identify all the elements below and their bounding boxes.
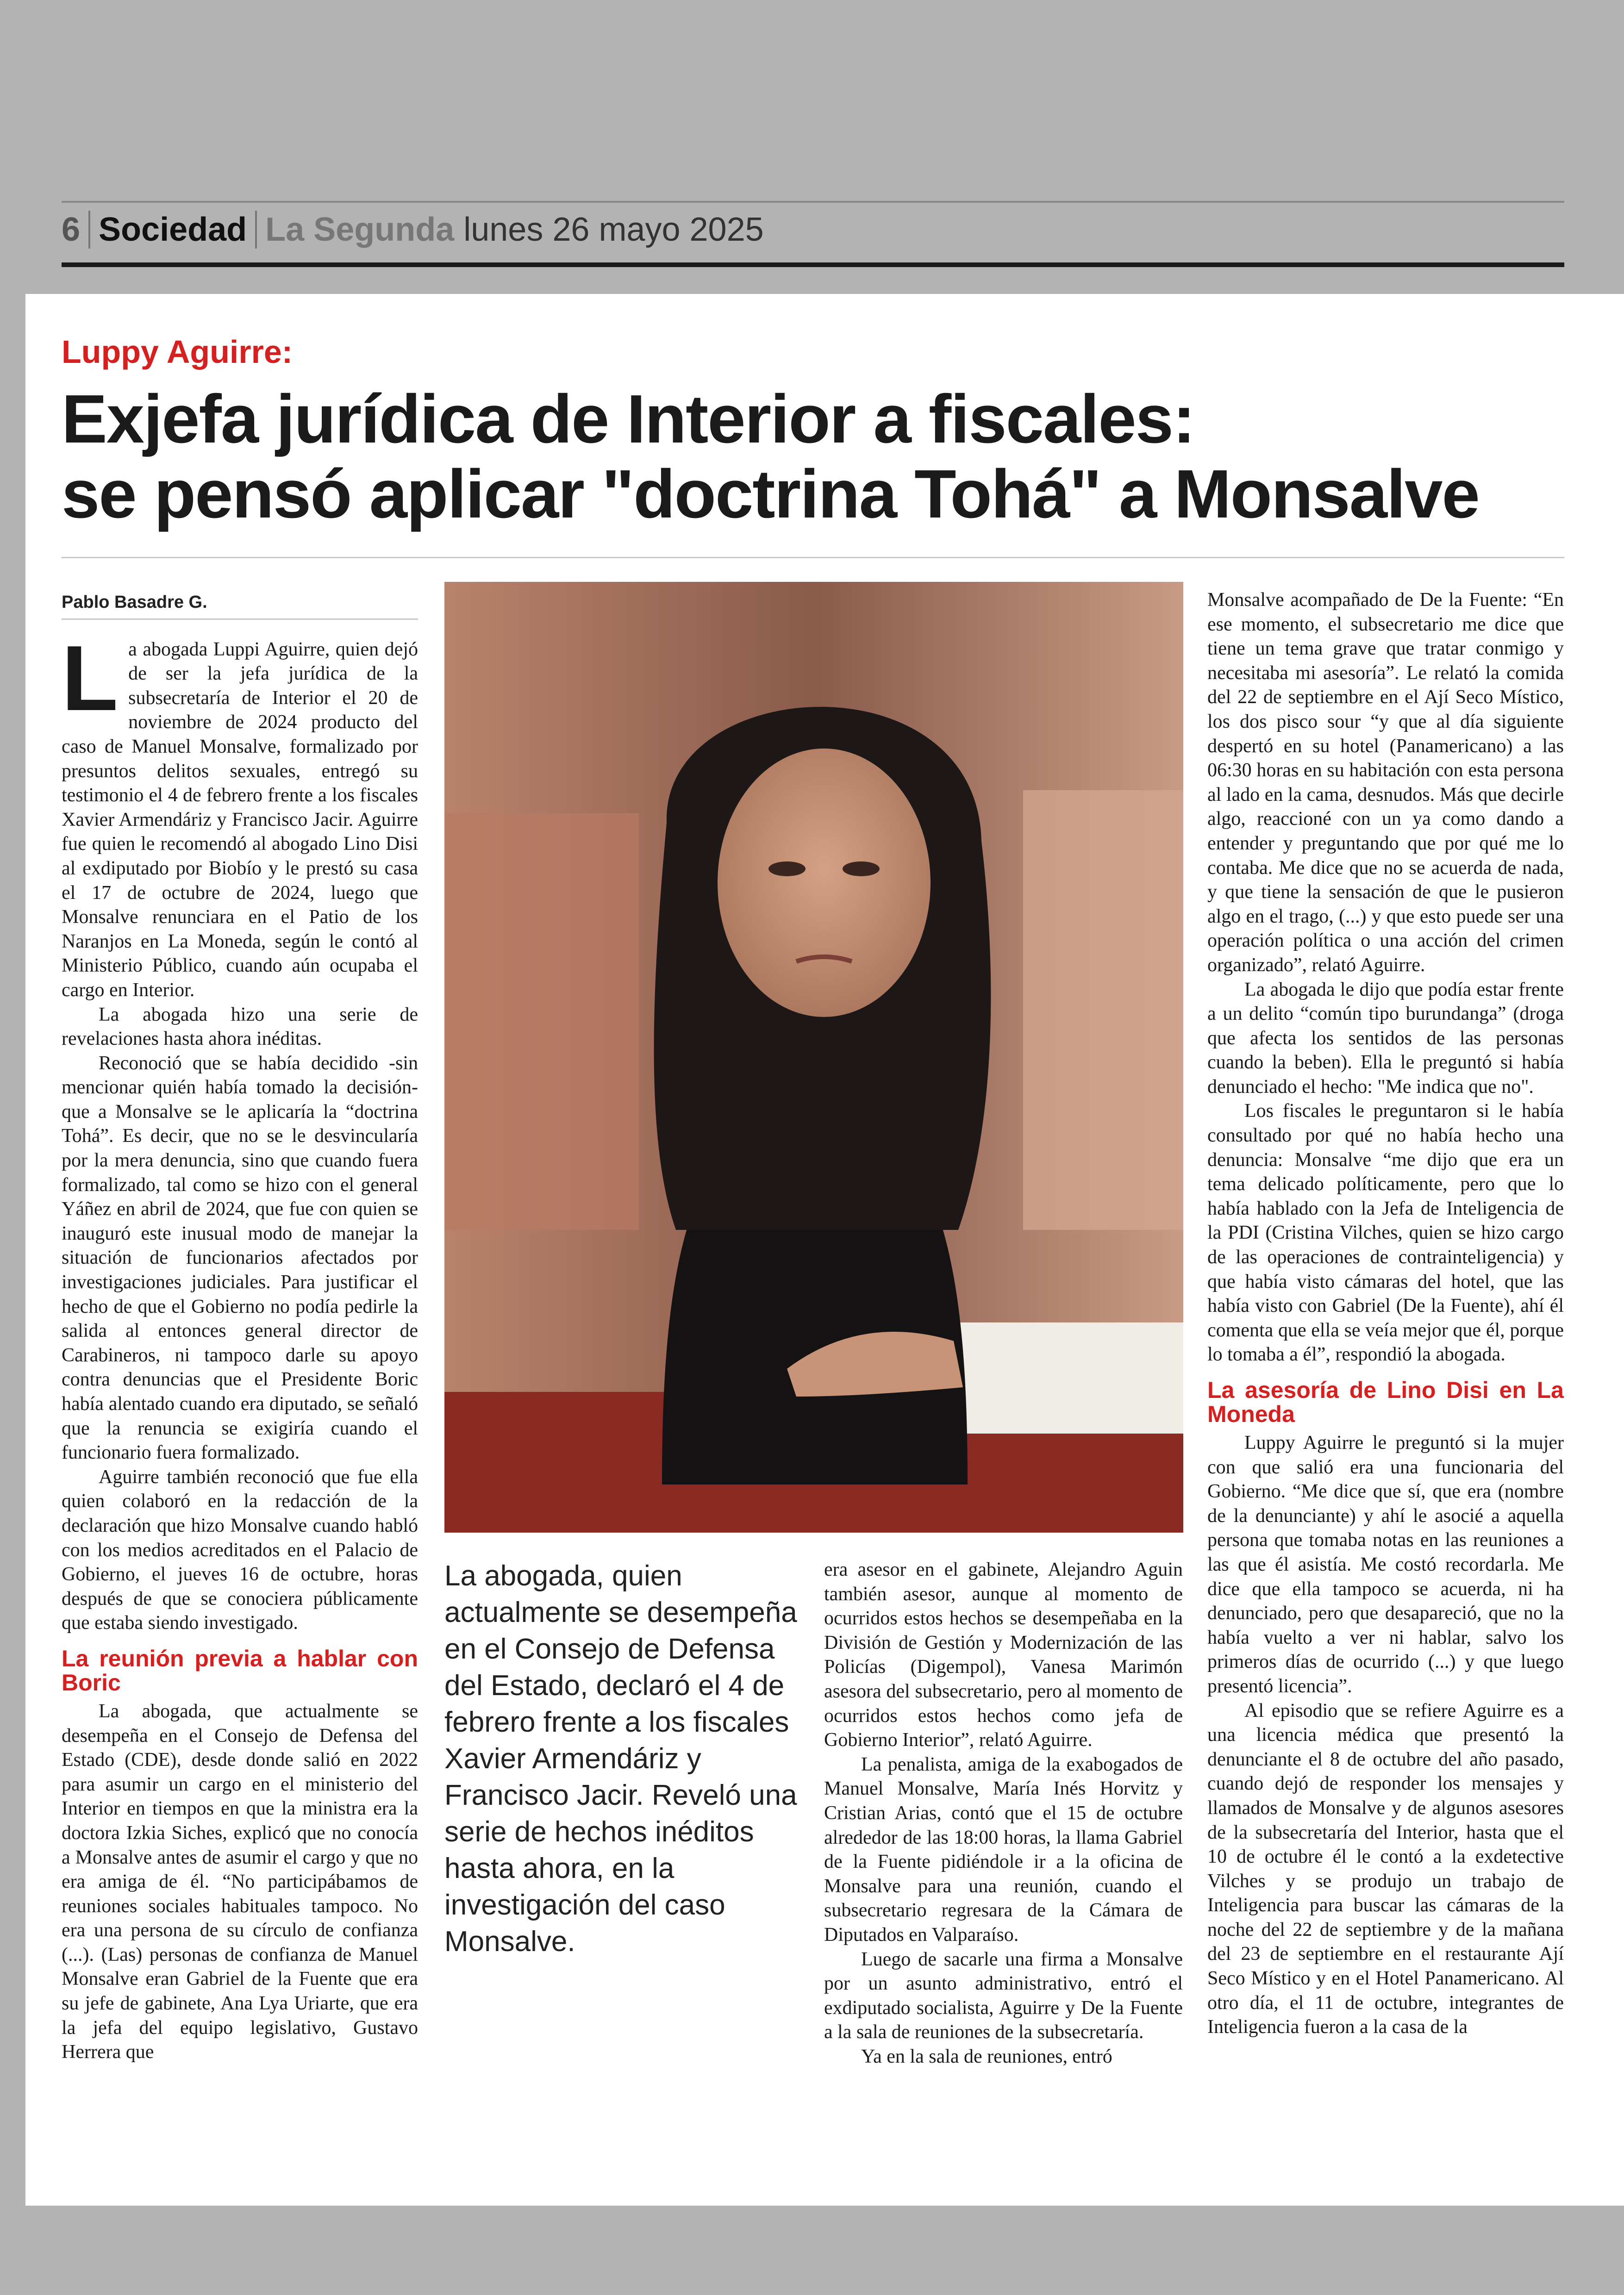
paragraph: Al episodio que se refiere Aguirre es a una licencia médica que presentó la denunciante el 8 de octubre del año pasado, cuando dejó de responder los mensajes y llamados de Monsalve y de algunos asesores de la subsecretaría del Interior, hasta que el 10 de octubre él le contó a la exdetective Vilches y se produjo un trabajo de Inteligencia para buscar las cámaras de la noche del 22 de septiembre y de la mañana del 23 de septiembre en el restaurante Ají Seco Místico y en el Hotel Panamericano. Al otro día, el 11 de octubre, integrantes de Inteligencia fueron a la casa de la — [1207, 1700, 1564, 2038]
paragraph: Ya en la sala de reuniones, entró — [861, 2046, 1112, 2067]
paragraph: La abogada hizo una serie de revelaciones hasta ahora inéditas. — [62, 1004, 418, 1050]
paragraph: Luppy Aguirre le preguntó si la mujer con que salió era una funcionaria del Gobierno. “Me dice que sí, que era (nombre de la denunciante) y ahí le asocié a aquella persona que tomaba notas en las reuniones a las que él asistía. Me costó recordarla. Me dice que ella tampoco se acuerda, ni ha denunciado, pero que desapareció, que no la había vuelto a ver ni hablar, salvo los primeros días de ocurrido (...) y que luego presentó licencia”. — [1207, 1432, 1564, 1697]
article-page — [25, 294, 1624, 2206]
title-divider — [62, 557, 1564, 558]
subheading: La asesoría de Lino Disi en La Moneda — [1207, 1377, 1564, 1427]
article-headline — [62, 382, 1566, 532]
section-name: Sociedad — [90, 211, 257, 249]
headline-line-2: se pensó aplicar "doctrina Tohá" a Monsalve — [62, 456, 1479, 532]
paragraph: La penalista, amiga de la exabogados de Manuel Monsalve, María Inés Horvitz y Cristian Arias, contó que el 15 de octubre alrededor de las 18:00 horas, la llama Gabriel de la Fuente pidiéndole ir a la oficina de Monsalve para una reunión, cuando el subsecretario regresara de la Cámara de Diputados en Valparaíso. — [824, 1753, 1183, 1946]
photo-caption: La abogada, quien actualmente se desempeña en el Consejo de Defensa del Estado, declaró el 4 de febrero frente a los fiscales Xavier Armendáriz y Francisco Jacir. Reveló una serie de hechos inéditos hasta ahora, en la investigación del caso Monsalve. — [444, 1560, 797, 1958]
article-column-1 — [62, 590, 418, 2064]
subheading: La reunión previa a hablar con Boric — [62, 1645, 418, 1696]
article-column-3 — [824, 1558, 1183, 2069]
headline-line-1: Exjefa jurídica de Interior a fiscales: — [62, 381, 1195, 457]
page-header — [62, 206, 1564, 253]
page-number: 6 — [62, 211, 90, 249]
newspaper-name: La Segunda — [265, 211, 455, 248]
issue-date: lunes 26 mayo 2025 — [463, 211, 764, 248]
header-top-rule — [62, 201, 1564, 203]
paragraph: La abogada Luppi Aguirre, quien dejó de ser la jefa jurídica de la subsecretaría de Interior el 20 de noviembre de 2024 producto del caso de Manuel Monsalve, formalizado por presuntos delitos sexuales, entregó su testimonio el 4 de febrero frente a los fiscales Xavier Armendáriz y Francisco Jacir. Aguirre fue quien le recomendó al abogado Lino Disi al exdiputado por Biobío y le prestó su casa el 17 de octubre de 2024, luego que Monsalve renunciara en el Patio de los Naranjos en La Moneda, según le contó al Ministerio Público, cuando aún ocupaba el cargo en Interior. — [62, 626, 418, 1001]
portrait-photo-icon — [444, 582, 1183, 1533]
byline: Pablo Basadre G. — [62, 590, 418, 620]
paragraph: Los fiscales le preguntaron si le había consultado por qué no había hecho una denuncia: Monsalve “me dijo que era un tema delicado políticamente, pero que lo había hablado con la Jefa de Inteligencia de la PDI (Cristina Vilches, quien se hizo cargo de las operaciones de contrainteligencia) y que había visto cámaras del hotel, que las había visto con Gabriel (De la Fuente), ahí él comenta que ella se veía mejor que él, porque lo tomaba a él”, respondió la abogada. — [1207, 1100, 1564, 1366]
paragraph: Aguirre también reconoció que fue ella quien colaboró en la redacción de la declaración que hizo Monsalve cuando habló con los medios acreditados en el Palacio de Gobierno, el jueves 16 de octubre, horas después de que se conociera públicamente que estaba siendo investigado. — [62, 1466, 418, 1634]
paragraph: La abogada, que actualmente se desempeña en el Consejo de Defensa del Estado (CDE), desde donde salió en 2022 para asumir un cargo en el ministerio del Interior en tiempos en que la ministra era la doctora Izkia Siches, explicó que no conocía a Monsalve antes de asumir el cargo y que no era amiga de él. “No participábamos de reuniones sociales habituales tampoco. No era una persona de su círculo de confianza (...). (Las) personas de confianza de Manuel Monsalve eran Gabriel de la Fuente que era su jefe de gabinete, Ana Lya Uriarte, que era la jefa del equipo legislativo, Gustavo Herrera que — [62, 1700, 418, 2063]
paragraph: Monsalve acompañado de De la Fuente: “En ese momento, el subsecretario me dice que tiene un tema grave que tratar conmigo y necesitaba mi asesoría”. Le relató la comida del 22 de septiembre en el Ají Seco Místico, los dos pisco sour “y que al día siguiente despertó en su hotel (Panamericano) a las 06:30 horas en su habitación con esta persona al lado en la cama, desnudos. Más que decirle algo, reaccioné con un ya como dando a entender y preguntando que por qué me lo contaba. Me dice que no se acuerda de nada, y que tiene la sensación de que le pusieron algo en el trago, (...) y que esto puede ser una operación política o una acción del crimen organizado”, relató Aguirre. — [1207, 589, 1564, 976]
article-photo — [444, 582, 1183, 1533]
article-kicker: Luppy Aguirre: — [62, 334, 293, 370]
paragraph: Reconoció que se había decidido -sin mencionar quién había tomado la decisión- que a Monsalve se le aplicaría la “doctrina Tohá”. Es decir, que no se le desvincularía por la mera denuncia, sino que cuando fuera formalizado, tal como se hizo con el general Yáñez en abril de 2024, que fue con quien se inauguró este inusual modo de manejar la situación de funcionarios afectados por investigaciones judiciales. Para justificar el hecho de que el Gobierno no podía pedirle la salida al entonces general director de Carabineros, ni tampoco darle su apoyo contra denuncias que el Presidente Boric había alentado cuando era diputado, se señaló que la renuncia se exigiría cuando el funcionario fuera formalizado. — [62, 1052, 418, 1464]
paragraph: La abogada le dijo que podía estar frente a un delito “común tipo burundanga” (droga que afecta los sentidos de las personas cuando la beben). Ella le preguntó si había denunciado el hecho: "Me indica que no". — [1207, 979, 1564, 1098]
paragraph: Luego de sacarle una firma a Monsalve por un asunto administrativo, entró el exdiputado socialista, Aguirre y De la Fuente a la sala de reuniones de la subsecretaría. — [824, 1948, 1183, 2043]
article-column-4 — [1207, 588, 1564, 2039]
paragraph: era asesor en el gabinete, Alejandro Aguin también asesor, aunque al momento de ocurridos estos hechos se desempeñaba en la División de Gestión y Modernización de las Policías (Digempol), Vanesa Marimón asesora del subsecretario, pero al momento de ocurridos estos hechos como jefa de Gobierno Interior”, relató Aguirre. — [824, 1559, 1183, 1751]
header-bottom-rule — [62, 262, 1564, 267]
drop-cap: L — [62, 626, 119, 730]
